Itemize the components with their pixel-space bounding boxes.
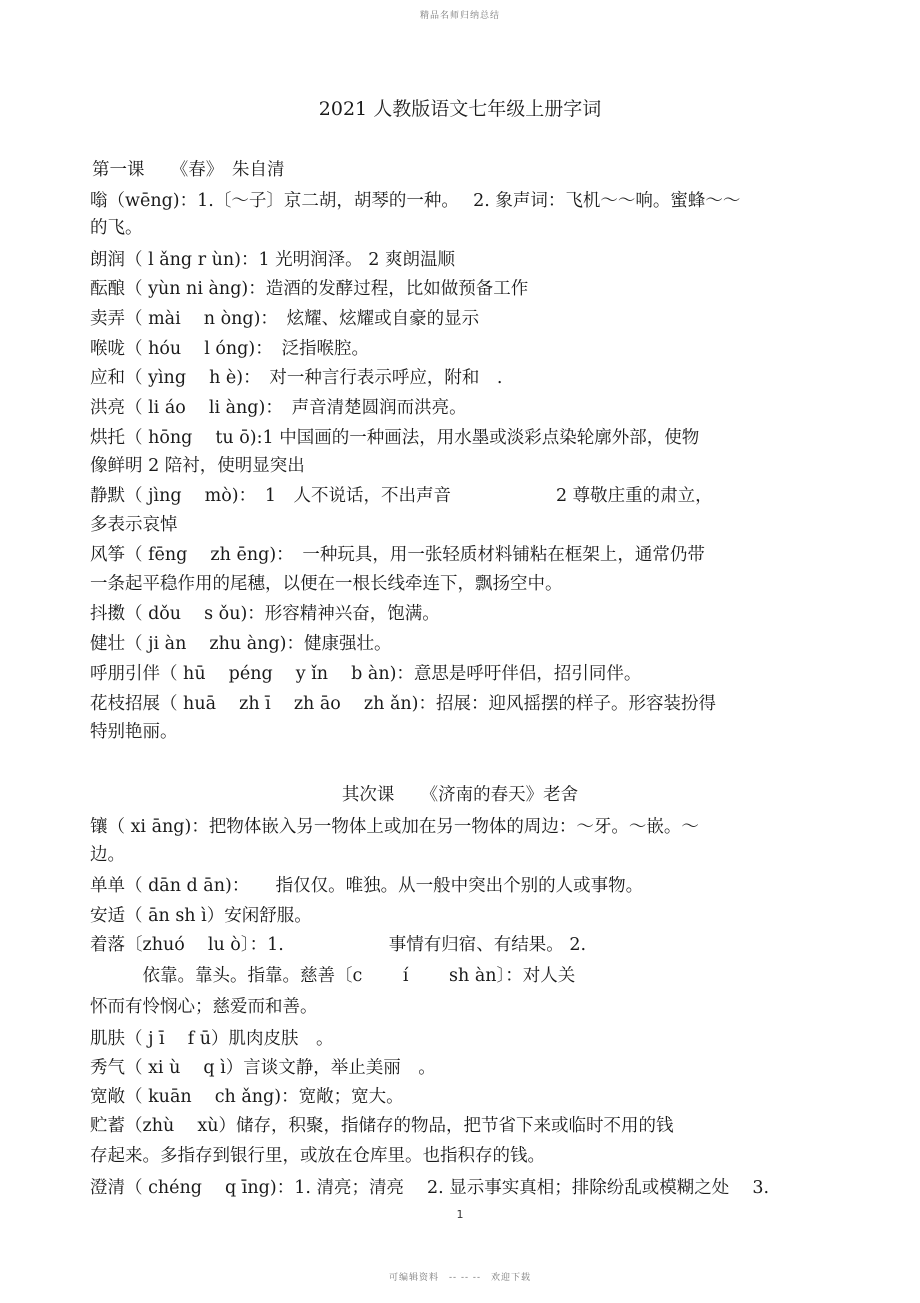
document-title: 2021 人教版语文七年级上册字词 — [318, 98, 602, 120]
lesson-2-line: 贮蓄（zhù xù）储存，积聚，指储存的物品，把节省下来或临时不用的钱 — [90, 1116, 674, 1136]
lesson-1-line: 的飞。 — [90, 218, 143, 238]
lesson-2-line: 边。 — [90, 845, 125, 865]
lesson-2-line: 宽敞（ kuān ch ǎng)：宽敞；宽大。 — [90, 1087, 404, 1107]
lesson-1-line: 喉咙（ hóu l óng)： 泛指喉腔。 — [90, 339, 369, 359]
page-header: 精品名师归纳总结 — [419, 11, 500, 21]
lesson-2-line: 秀气（ xi ù q ì）言谈文静，举止美丽 。 — [90, 1058, 436, 1078]
lesson-1-line: 应和（ yìng h è)： 对一种言行表示呼应，附和 . — [90, 368, 503, 388]
lesson-2-line: 单单（ dān d ān)： 指仅仅。唯独。从一般中突出个别的人或事物。 — [90, 876, 644, 896]
lesson-1-line: 花枝招展（ huā zh ī zh āo zh ǎn)：招展：迎风摇摆的样子。形容装扮得 — [90, 694, 716, 714]
lesson-1-line: 静默（ jìng mò)： 1 人不说话，不出声音 2 尊敬庄重的肃立， — [90, 486, 713, 506]
lesson-1-line: 卖弄（ mài n òng)： 炫耀、炫耀或自豪的显示 — [90, 309, 480, 329]
page-number: 1 — [456, 1208, 464, 1221]
lesson-1-line: 酝酿（ yùn ni àng)：造酒的发酵过程，比如做预备工作 — [90, 279, 529, 299]
lesson-1-line: 嗡（wēng)：1.〔～子〕京二胡，胡琴的一种。 2. 象声词：飞机～～响。蜜蜂～～ — [90, 191, 741, 211]
lesson-1-line: 像鲜明 2 陪衬，使明显突出 — [90, 456, 305, 476]
lesson-1-line: 朗润（ l ǎng r ùn)：1 光明润泽。 2 爽朗温顺 — [90, 250, 455, 270]
lesson-2-line: 肌肤（ j ī f ū）肌肉皮肤 。 — [90, 1029, 334, 1049]
lesson-1-line: 风筝（ fēng zh ēng)： 一种玩具，用一张轻质材料铺粘在框架上，通常仍带 — [90, 545, 705, 565]
lesson-2-line: 依靠。靠头。指靠。慈善〔c í sh àn〕：对人关 — [90, 966, 576, 986]
lesson-1-line: 一条起平稳作用的尾穗，以便在一根长线牵连下，飘扬空中。 — [90, 574, 563, 594]
lesson-1-heading: 第一课 《春》 朱自清 — [92, 160, 285, 180]
lesson-1-line: 呼朋引伴（ hū péng y ǐn b àn)：意思是呼吁伴侣，招引同伴。 — [90, 664, 642, 684]
lesson-2-line: 怀而有怜悯心；慈爱而和善。 — [90, 997, 318, 1017]
lesson-1-line: 特别艳丽。 — [90, 722, 178, 742]
lesson-1-line: 抖擞（ dǒu s ǒu)：形容精神兴奋，饱满。 — [90, 604, 440, 624]
lesson-2-heading: 其次课 《济南的春天》老舍 — [341, 785, 579, 805]
lesson-1-line: 多表示哀悼 — [90, 515, 178, 535]
lesson-2-line: 着落〔zhuó lu ò〕：1. 事情有归宿、有结果。 2. — [90, 935, 587, 955]
lesson-2-line: 镶（ xi āng)：把物体嵌入另一物体上或加在另一物体的周边：～牙。～嵌。～ — [90, 817, 699, 837]
page-footer: 可编辑资料 -- -- -- 欢迎下载 — [389, 1273, 531, 1283]
lesson-2-line: 存起来。多指存到银行里，或放在仓库里。也指积存的钱。 — [90, 1146, 545, 1166]
lesson-1-line: 健壮（ ji àn zhu àng)：健康强壮。 — [90, 634, 392, 654]
lesson-2-line: 安适（ ān sh ì）安闲舒服。 — [90, 906, 312, 926]
lesson-1-line: 洪亮（ li áo li àng)： 声音清楚圆润而洪亮。 — [90, 398, 467, 418]
lesson-2-line: 澄清（ chéng q īng)：1. 清亮；清亮 2. 显示事实真相；排除纷乱或模糊之处 3. — [90, 1178, 770, 1198]
lesson-1-line: 烘托（ hōng tu ō):1 中国画的一种画法，用水墨或淡彩点染轮廓外部，使物 — [90, 428, 700, 448]
